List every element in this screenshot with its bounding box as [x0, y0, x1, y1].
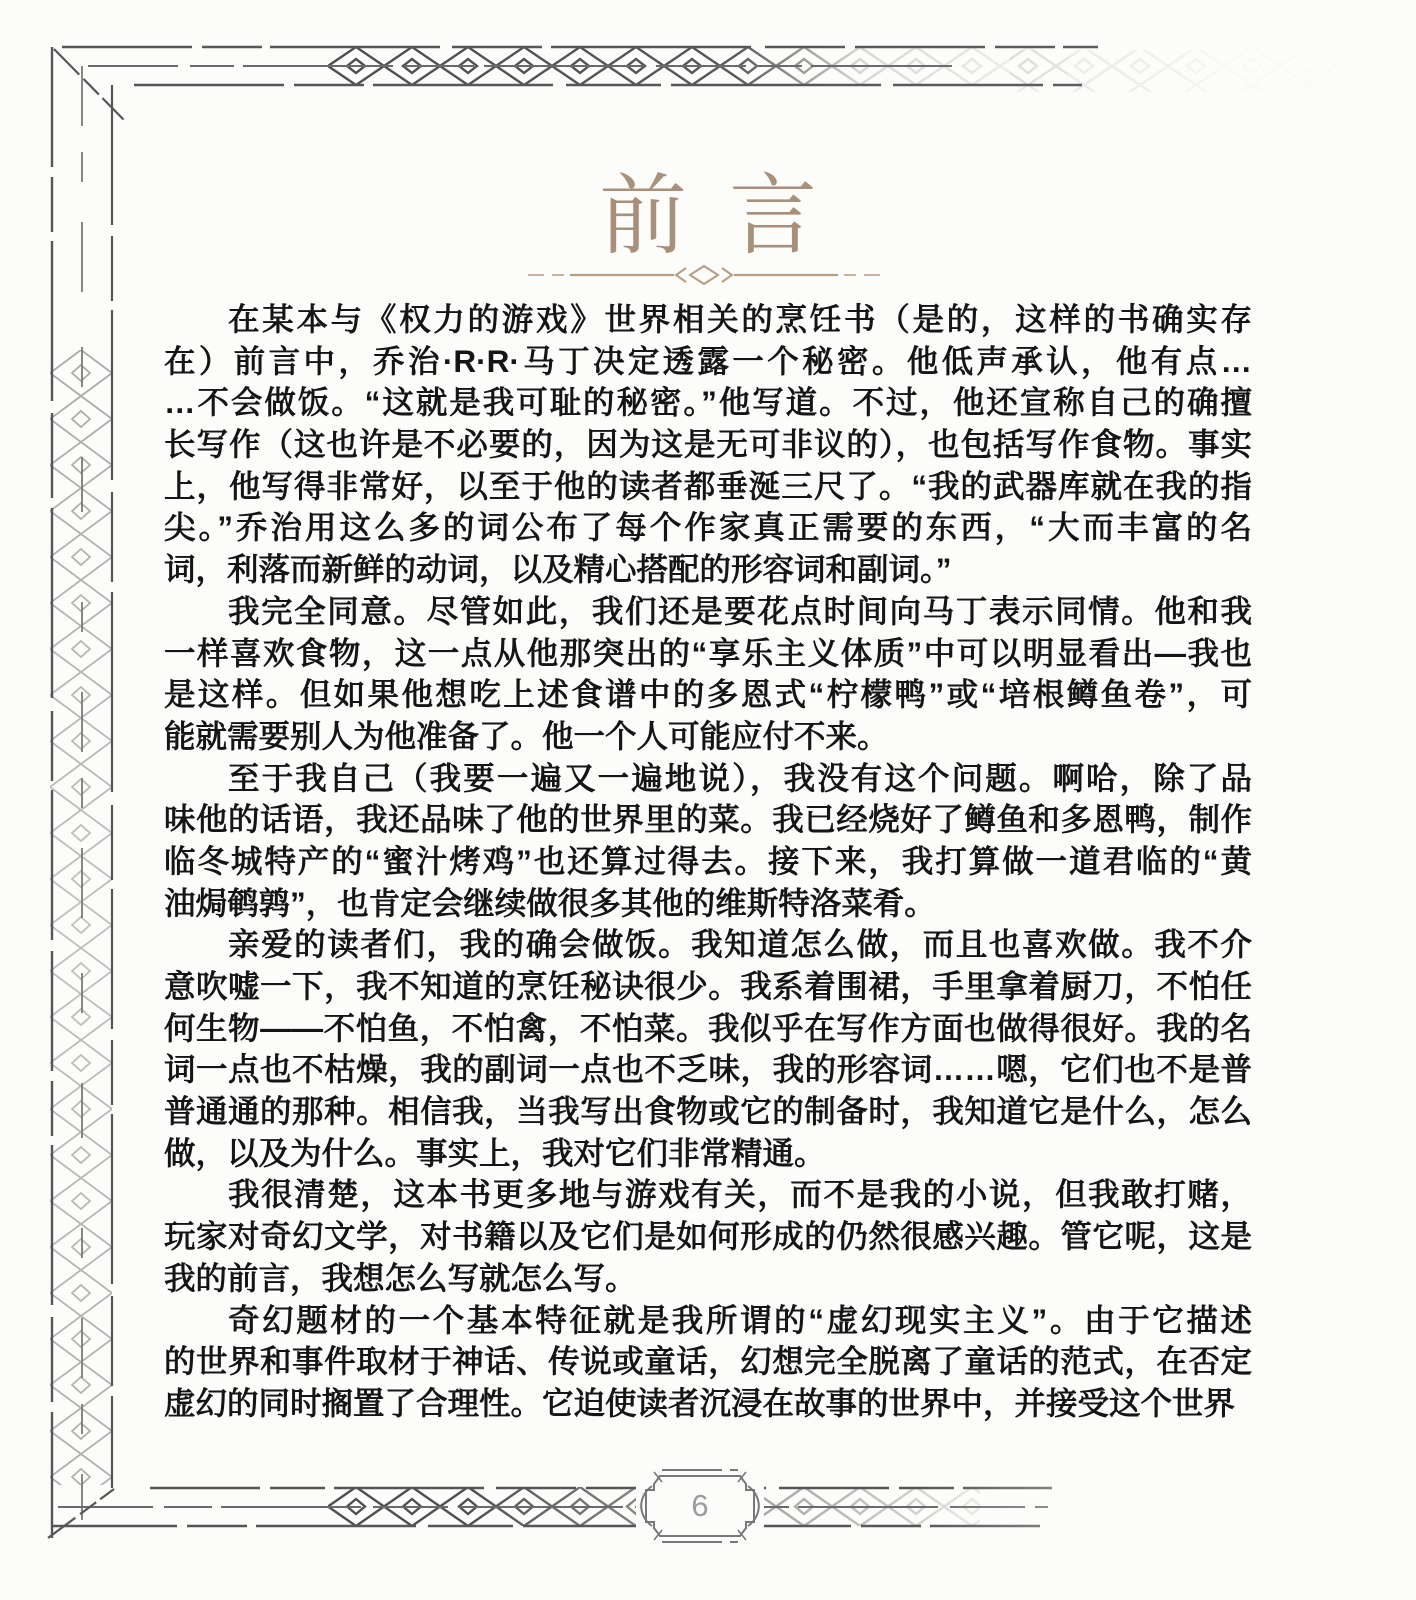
text-line: 何生物——不怕鱼，不怕禽，不怕菜。我似乎在写作方面也做得很好。我的名 — [164, 1009, 1252, 1046]
paragraph — [164, 924, 1252, 1174]
text-line: 虚幻的同时搁置了合理性。它迫使读者沉浸在故事的世界中，并接受这个世界 — [164, 1384, 1236, 1421]
text-line: 我很清楚，这本书更多地与游戏有关，而不是我的小说，但我敢打赌， — [228, 1176, 1252, 1213]
text-line: 普通通的那种。相信我，当我写出食物或它的制备时，我知道它是什么，怎么 — [164, 1093, 1252, 1130]
text-line: 至于我自己（我要一遍又一遍地说），我没有这个问题。啊哈，除了品 — [228, 759, 1252, 796]
paragraph — [164, 591, 1252, 758]
paragraph — [164, 1300, 1252, 1425]
page-title: 前言 — [598, 169, 859, 266]
paragraph — [164, 1174, 1252, 1299]
text-line: 意吹嘘一下，我不知道的烹饪秘诀很少。我系着围裙，手里拿着厨刀，不怕任 — [164, 968, 1252, 1004]
text-line: 做，以及为什么。事实上，我对它们非常精通。 — [164, 1134, 826, 1171]
text-line: 的世界和事件取材于神话、传说或童话，幻想完全脱离了童话的范式，在否定 — [164, 1343, 1252, 1380]
page-number: 6 — [691, 1488, 709, 1523]
text-line: 玩家对奇幻文学，对书籍以及它们是如何形成的仍然很感兴趣。管它呢，这是 — [164, 1218, 1252, 1255]
paragraph — [164, 299, 1252, 591]
diamond-ornament-icon — [528, 262, 880, 288]
text-line: 我完全同意。尽管如此，我们还是要花点时间向马丁表示同情。他和我 — [228, 592, 1252, 629]
text-line: 亲爱的读者们，我的确会做饭。我知道怎么做，而且也喜欢做。我不介 — [228, 926, 1252, 963]
bottom-border — [48, 1466, 1416, 1546]
text-line: 在）前言中，乔治·R·R·马丁决定透露一个秘密。他低声承认，他有点… — [164, 342, 1252, 379]
text-line: …不会做饭。“这就是我可耻的秘密。”他写道。不过，他还宣称自己的确擅 — [164, 384, 1252, 421]
body-text — [164, 299, 1252, 1425]
text-line: 油焗鹌鹑”，也肯定会继续做很多其他的维斯特洛菜肴。 — [164, 884, 936, 921]
top-border — [54, 40, 1416, 120]
text-line: 长写作（这也许是不必要的，因为这是无可非议的），也包括写作食物。事实 — [164, 426, 1252, 463]
text-line: 在某本与《权力的游戏》世界相关的烹饪书（是的，这样的书确实存 — [228, 301, 1252, 337]
text-line: 味他的话语，我还品味了他的世界里的菜。我已经烧好了鳟鱼和多恩鸭，制作 — [164, 801, 1252, 838]
text-line: 临冬城特产的“蜜汁烤鸡”也还算过得去。接下来，我打算做一道君临的“黄 — [164, 842, 1252, 879]
title-divider — [528, 262, 880, 293]
text-line: 是这样。但如果他想吃上述食谱中的多恩式“柠檬鸭”或“培根鳟鱼卷”，可 — [164, 676, 1252, 713]
text-line: 词，利落而新鲜的动词，以及精心搭配的形容词和副词。” — [164, 551, 952, 588]
text-line: 奇幻题材的一个基本特征就是我所谓的“虚幻现实主义”。由于它描述 — [228, 1301, 1252, 1338]
paragraph — [164, 758, 1252, 925]
text-line: 上，他写得非常好，以至于他的读者都垂涎三尺了。“我的武器库就在我的指 — [164, 467, 1252, 504]
text-line: 能就需要别人为他准备了。他一个人可能应付不来。 — [164, 717, 889, 754]
text-line: 一样喜欢食物，这一点从他那突出的“享乐主义体质”中可以明显看出—我也 — [164, 634, 1252, 671]
text-line: 词一点也不枯燥，我的副词一点也不乏味，我的形容词……嗯，它们也不是普 — [164, 1051, 1252, 1088]
text-line: 我的前言，我想怎么写就怎么写。 — [164, 1259, 637, 1296]
text-line: 尖。”乔治用这么多的词公布了每个作家真正需要的东西，“大而丰富的名 — [164, 509, 1252, 546]
